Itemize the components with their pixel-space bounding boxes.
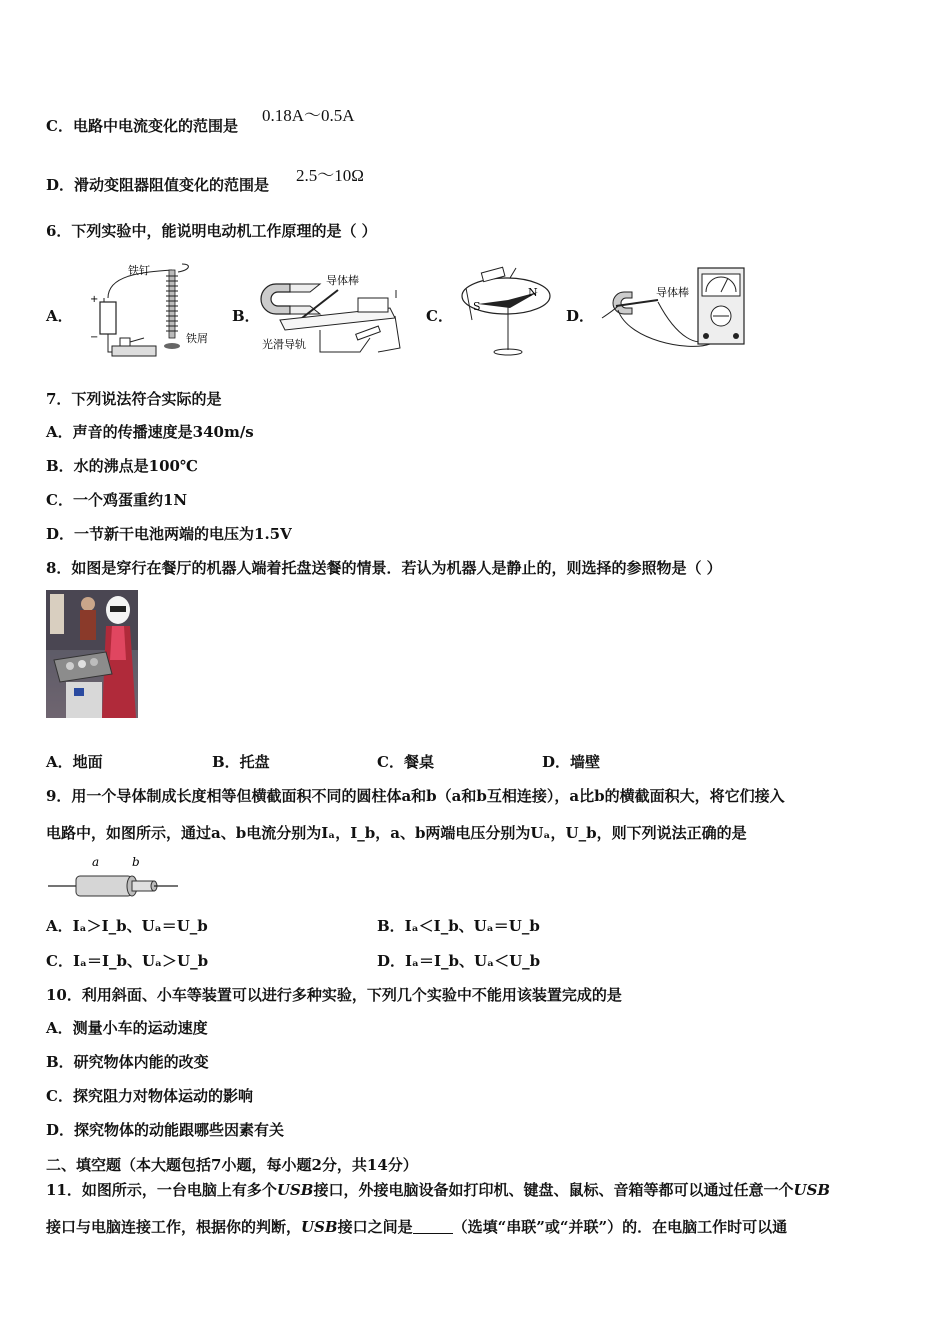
q8-option-a: A．地面 xyxy=(46,753,103,771)
q8-option-c: C．餐桌 xyxy=(377,753,434,771)
q7-option-d: D．一节新干电池两端的电压为1.5V xyxy=(46,525,292,543)
q11-line2-part-a: 接口与电脑连接工作，根据你的判断， xyxy=(46,1218,302,1236)
q6-figure-a-top-label: 铁钉 xyxy=(128,264,150,277)
q5-option-d-text: D．滑动变阻器阻值变化的范围是 xyxy=(46,176,270,194)
q6-figure-a-bottom-label: 铁屑 xyxy=(186,332,208,345)
q11-line1 xyxy=(46,1180,830,1200)
q10-stem: 10．利用斜面、小车等装置可以进行多种实验，下列几个实验中不能用该装置完成的是 xyxy=(46,986,622,1004)
q9-stem-line2: 电路中，如图所示，通过a、b电流分别为Iₐ，I_b，a、b两端电压分别为Uₐ，U_b，则下列说法正确的是 xyxy=(46,824,747,842)
q10-option-c: C．探究阻力对物体运动的影响 xyxy=(46,1087,253,1105)
section2-title: 二、填空题（本大题包括7小题，每小题2分，共14分） xyxy=(46,1156,418,1174)
q11-line1-part-b: 接口，外接电脑设备如打印机、键盘、鼠标、音箱等都可以通过任意一个 xyxy=(313,1181,794,1199)
q6-figure-c-n-label: N xyxy=(528,286,538,299)
q11-line1-part-a: 11．如图所示，一台电脑上有多个 xyxy=(46,1181,277,1199)
q8-stem: 8．如图是穿行在餐厅的机器人端着托盘送餐的情景．若认为机器人是静止的，则选择的参照物是（ ） xyxy=(46,559,722,577)
q6-label-c: C． xyxy=(426,307,453,325)
q9-option-d: D．Iₐ＝I_b、Uₐ＜U_b xyxy=(377,952,541,970)
q6-figure-c-s-label: S xyxy=(473,300,481,313)
q8-option-b: B．托盘 xyxy=(212,753,270,771)
q8-robot-photo xyxy=(46,590,138,718)
q6-figure-b-magnet-rail xyxy=(260,268,410,358)
q11-usb-3: USB xyxy=(301,1218,338,1236)
q6-figure-a-minus: − xyxy=(90,332,99,343)
q9-conductor-figure xyxy=(48,852,183,902)
q9-label-a: a xyxy=(92,855,100,869)
q6-label-d: D． xyxy=(566,307,595,325)
q5-option-d-formula: 2.5～10Ω xyxy=(296,166,364,185)
q6-figure-c-compass xyxy=(458,258,558,360)
q11-usb-1: USB xyxy=(276,1181,314,1199)
q11-line2 xyxy=(46,1217,787,1237)
q6-figure-a-electromagnet xyxy=(82,260,222,365)
q6-figure-a-plus: + xyxy=(90,294,99,305)
q7-stem: 7．下列说法符合实际的是 xyxy=(46,390,222,408)
q6-stem: 6．下列实验中，能说明电动机工作原理的是（ ） xyxy=(46,222,377,240)
robot-waiter-image xyxy=(46,590,138,718)
q11-line2-part-b: 接口之间是 xyxy=(337,1218,413,1236)
q5-option-c-formula: 0.18A～0.5A xyxy=(262,106,355,125)
q10-option-a: A．测量小车的运动速度 xyxy=(46,1019,208,1037)
q5-option-c xyxy=(46,116,238,136)
q6-label-a: A． xyxy=(46,307,73,325)
q7-option-c: C．一个鸡蛋重约1N xyxy=(46,491,188,509)
q7-option-a: A．声音的传播速度是340m/s xyxy=(46,423,254,441)
q9-option-c: C．Iₐ＝I_b、Uₐ＞U_b xyxy=(46,952,209,970)
q11-line2-part-c: （选填“串联”或“并联”）的．在电脑工作时可以通 xyxy=(452,1218,788,1236)
q9-label-b: b xyxy=(132,855,140,869)
q11-answer-blank[interactable] xyxy=(413,1219,453,1234)
q8-option-d: D．墙壁 xyxy=(542,753,601,771)
q10-option-b: B．研究物体内能的改变 xyxy=(46,1053,209,1071)
q9-option-a: A．Iₐ＞I_b、Uₐ＝U_b xyxy=(46,917,208,935)
q5-option-d xyxy=(46,175,269,195)
q9-option-b: B．Iₐ＜I_b、Uₐ＝U_b xyxy=(377,917,540,935)
q5-option-c-text: C．电路中电流变化的范围是 xyxy=(46,117,238,135)
q7-option-b: B．水的沸点是100℃ xyxy=(46,457,198,475)
q6-figure-d-galvanometer xyxy=(598,260,758,360)
q6-figure-b-rail-label: 光滑导轨 xyxy=(262,338,306,351)
q6-figure-b-rod-label: 导体棒 xyxy=(326,274,359,287)
q10-option-d: D．探究物体的动能跟哪些因素有关 xyxy=(46,1121,285,1139)
q11-usb-2: USB xyxy=(793,1181,831,1199)
q6-figure-d-rod-label: 导体棒 xyxy=(656,286,689,299)
q6-label-b: B． xyxy=(232,307,260,325)
q9-stem-line1: 9．用一个导体制成长度相等但横截面积不同的圆柱体a和b（a和b互相连接），a比b的横截面积大，将它们接入 xyxy=(46,787,785,805)
